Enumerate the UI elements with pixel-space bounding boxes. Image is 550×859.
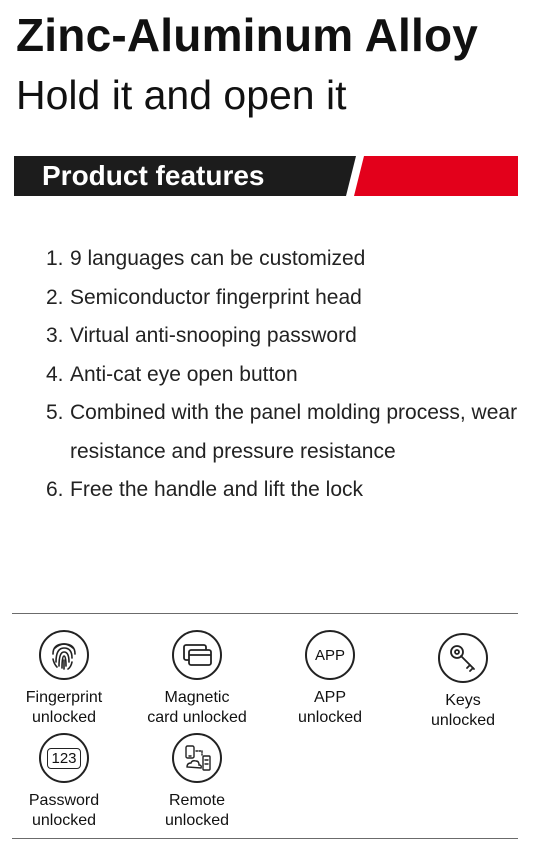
- password-icon: 123: [39, 733, 89, 783]
- magnetic-card-icon: [172, 630, 222, 680]
- method-label: Password unlocked: [28, 792, 100, 829]
- item-number: 3.: [46, 324, 64, 347]
- method-label: Fingerprint unlocked: [25, 689, 103, 726]
- list-item: [46, 394, 526, 471]
- item-number: 4.: [46, 362, 64, 386]
- app-icon: APP: [305, 630, 355, 680]
- item-number: 6.: [46, 478, 64, 501]
- unlock-method-fingerprint: [4, 630, 124, 728]
- unlock-method-password: [4, 733, 124, 831]
- item-number: 5.: [46, 401, 64, 424]
- method-label: Magnetic card unlocked: [147, 689, 247, 726]
- list-item: [46, 317, 526, 356]
- method-label: Keys unlocked: [430, 692, 496, 729]
- banner-title: Product features: [42, 160, 265, 191]
- item-number: 1.: [46, 247, 64, 270]
- method-label: Remote unlocked: [164, 792, 230, 829]
- unlock-method-card: [137, 630, 257, 728]
- banner-red-block: [354, 156, 518, 196]
- item-text: Anti-cat eye open button: [70, 362, 298, 386]
- list-item: [46, 279, 526, 318]
- item-text: Free the handle and lift the lock: [70, 478, 364, 501]
- fingerprint-icon: [39, 630, 89, 680]
- item-text: Semiconductor fingerprint head: [70, 285, 362, 309]
- feature-list: [46, 240, 526, 510]
- unlock-method-keys: [403, 633, 523, 731]
- key-icon: [438, 633, 488, 683]
- unlock-method-remote: [137, 733, 257, 831]
- product-title: Zinc-Aluminum Alloy: [16, 9, 479, 61]
- divider-top: [12, 613, 518, 614]
- unlock-method-app: [270, 630, 390, 728]
- remote-icon: [172, 733, 222, 783]
- list-item: [46, 356, 526, 395]
- section-banner: [14, 156, 518, 196]
- item-text: Combined with the panel molding process, wear resistance and pressure resistance: [70, 401, 518, 463]
- item-text: 9 languages can be customized: [70, 247, 366, 270]
- method-label: APP unlocked: [297, 689, 363, 726]
- list-item: [46, 240, 526, 279]
- divider-bottom: [12, 838, 518, 839]
- product-subtitle: Hold it and open it: [16, 72, 347, 118]
- list-item: [46, 471, 526, 510]
- item-text: Virtual anti-snooping password: [70, 324, 357, 347]
- item-number: 2.: [46, 285, 64, 309]
